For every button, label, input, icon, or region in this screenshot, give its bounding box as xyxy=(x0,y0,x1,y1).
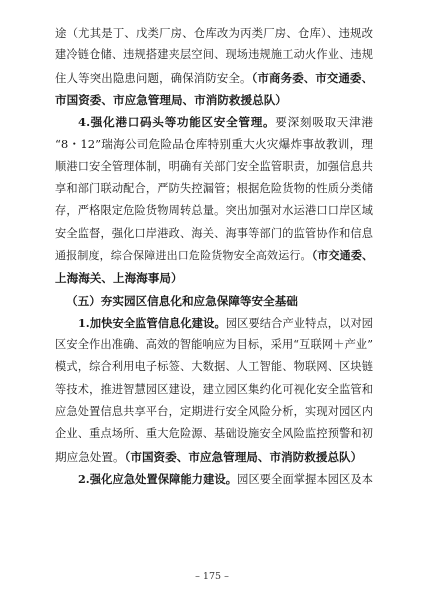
text-line xyxy=(55,111,373,133)
responsible-agencies: （市交通委、 xyxy=(311,248,374,262)
text-line xyxy=(55,446,373,468)
text-span: 建冷链仓储、违规搭建夹层空间、现场违规施工动火作业、违规 xyxy=(55,48,373,62)
text-line xyxy=(55,267,373,289)
text-span: 要深刻吸取天津港 xyxy=(275,115,373,130)
text-span: 企业、重点场所、重大危险源、基础设施安全风险监控预警和初 xyxy=(55,427,373,441)
text-line xyxy=(55,200,373,222)
text-line xyxy=(55,67,373,89)
document-page xyxy=(55,22,373,490)
text-line xyxy=(55,401,373,423)
text-span: 模式，综合利用电子标签、大数据、人工智能、物联网、区块链 xyxy=(55,360,373,374)
text-span: 应急处置信息共享平台，定期进行安全风险分析，实现对园区内 xyxy=(55,405,373,419)
text-span: 存，严格限定危险货物周转总量。突出加强对水运港口口岸区域 xyxy=(55,204,373,218)
text-span: 途（尤其是丁、戊类厂房、仓库改为丙类厂房、仓库）、违规改 xyxy=(55,26,373,40)
text-line xyxy=(55,312,373,334)
text-line xyxy=(55,468,373,490)
text-line xyxy=(55,178,373,200)
text-line xyxy=(55,356,373,378)
text-span: 区安全作出准确、高效的智能响应为目标，采用“互联网＋产业” xyxy=(55,338,373,352)
responsible-agencies: 上海海关、上海海事局） xyxy=(55,271,183,286)
responsible-agencies: （市国资委、市应急管理局、市消防救援总队） xyxy=(124,449,363,464)
text-line xyxy=(55,89,373,111)
text-line xyxy=(55,245,373,267)
text-span: 园区要结合产业特点，以对园 xyxy=(225,316,373,330)
text-span: “8・12”瑞海公司危险品仓库特别重大火灾爆炸事故教训，理 xyxy=(55,137,373,152)
responsible-agencies: 市国资委、市应急管理局、市消防救援总队） xyxy=(55,92,287,107)
item-heading: 4.强化港口码头等功能区安全管理。 xyxy=(78,115,276,130)
text-line xyxy=(55,133,373,155)
page-number: – 175 – xyxy=(195,571,229,582)
text-span: 顺港口安全管理体制，明确有关部门安全监管职责，加强信息共 xyxy=(55,159,373,173)
text-span: 享和部门联动配合，严防失控漏管；根据危险货物的性质分类储 xyxy=(55,182,373,196)
text-line xyxy=(55,22,373,44)
text-span: 等技术，推进智慧园区建设，建立园区集约化可视化安全监管和 xyxy=(55,382,373,396)
text-line xyxy=(55,223,373,245)
text-span: 园区要全面掌握本园区及本 xyxy=(237,472,373,486)
text-span: 住人等突出隐患问题，确保消防安全。 xyxy=(55,70,252,85)
text-line xyxy=(55,379,373,401)
item-heading: 1.加快安全监管信息化建设。 xyxy=(78,315,226,330)
text-span: 通报制度，综合保障进出口危险货物安全高效运行。 xyxy=(55,248,312,262)
text-span: 期应急处置。 xyxy=(55,449,125,464)
responsible-agencies: （市商务委、市交通委、 xyxy=(251,70,373,85)
text-span: 安全监督，强化口岸港政、海关、海事等部门的监管协作和信息 xyxy=(55,226,373,240)
text-line xyxy=(55,44,373,66)
text-line xyxy=(55,156,373,178)
section-title-text: （五）夯实园区信息化和应急保障等安全基础 xyxy=(66,293,298,308)
section-title xyxy=(55,290,373,312)
item-heading: 2.强化应急处置保障能力建设。 xyxy=(78,471,238,486)
text-line xyxy=(55,423,373,445)
text-line xyxy=(55,334,373,356)
